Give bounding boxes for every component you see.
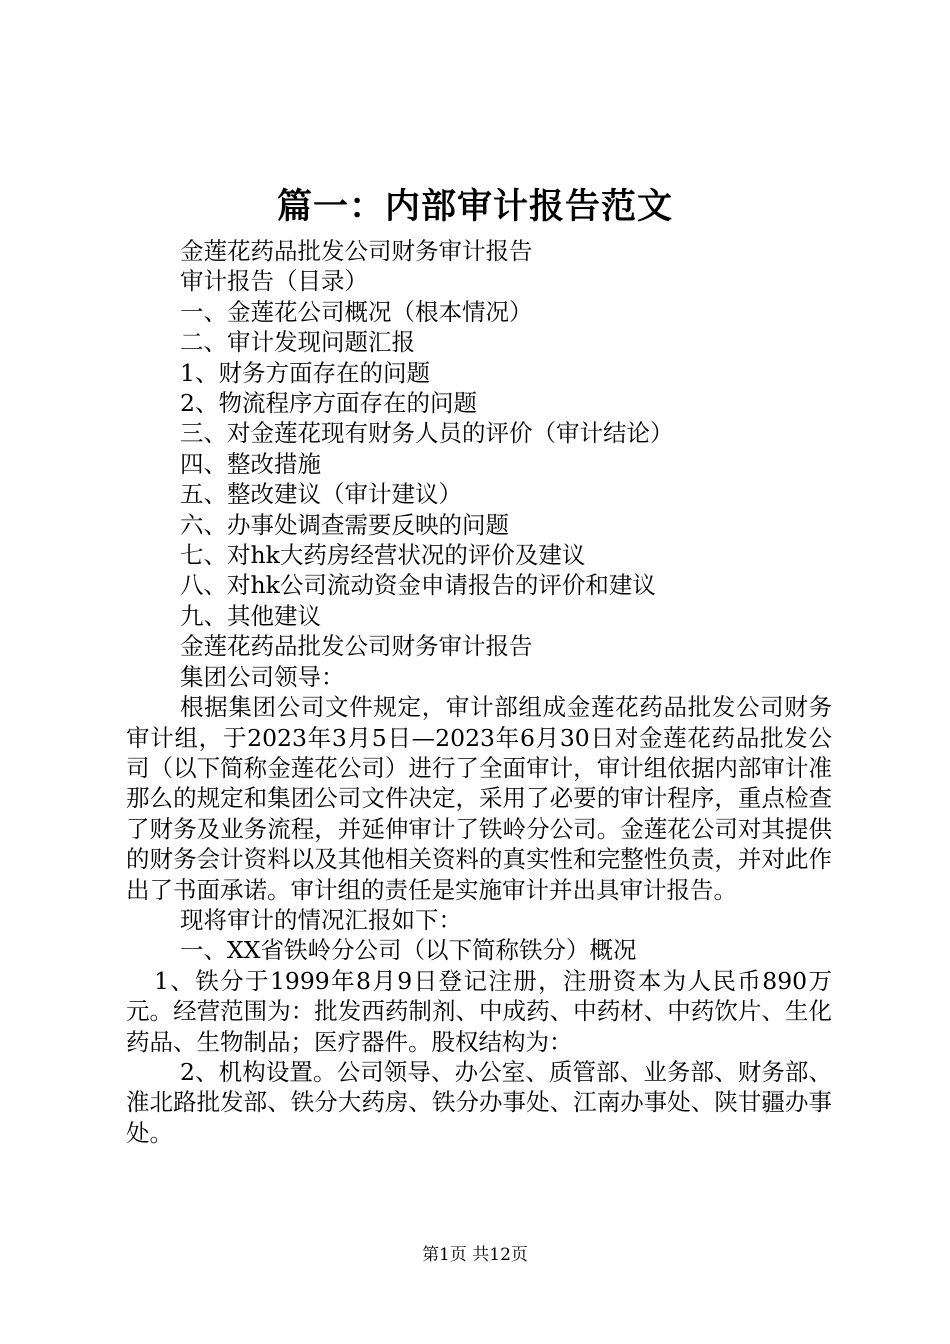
text-line: 五、整改建议（审计建议） [180,480,462,509]
paragraph: 2、机构设置。公司领导、办公室、质管部、业务部、财务部、淮北路批发部、铁分大药房、铁分办事处、江南办事处、陕甘疆办事处。 [126,1057,832,1147]
text-line: 九、其他建议 [180,601,321,630]
text-line: 审计报告（目录） [180,267,368,296]
text-line: 金莲花药品批发公司财务审计报告 [180,237,533,265]
paragraph: 一、XX省铁岭分公司（以下简称铁分）概况 [180,936,637,965]
text-line: 八、对hk公司流动资金申请报告的评价和建议 [180,571,656,600]
text-line: 七、对hk大药房经营状况的评价及建议 [180,541,586,570]
document-title: 篇一：内部审计报告范文 [276,186,673,227]
text-line: 集团公司领导： [180,662,345,691]
text-line: 三、对金莲花现有财务人员的评价（审计结论） [180,419,674,448]
text-line: 金莲花药品批发公司财务审计报告 [180,632,533,661]
paragraph: 现将审计的情况汇报如下： [180,905,462,934]
text-line: 四、整改措施 [180,449,321,478]
paragraph: 根据集团公司文件规定，审计部组成金莲花药品批发公司财务审计组，于2023年3月5日—2023年6月30日对金莲花药品批发公司（以下简称金莲花公司）进行了全面审计，审计组依据内部审计准那么的规定和集团公司文件决定，采用了必要的审计程序，重点检查了财务及业务流程，并延伸审计了铁岭分公司。金莲花公司对其提供的财务会计资料以及其他相关资料的真实性和完整性负责，并对此作出了书面承诺。审计组的责任是实施审计并出具审计报告。 [126,693,832,904]
document-body [126,236,832,1148]
page-footer: 第1页 共12页 [422,1245,528,1265]
text-line: 一、金莲花公司概况（根本情况） [180,297,533,326]
text-line: 二、审计发现问题汇报 [180,328,415,357]
text-line: 六、办事处调查需要反映的问题 [180,510,509,539]
paragraph: 1、铁分于1999年8月9日登记注册，注册资本为人民币890万元。经营范围为：批发西药制剂、中成药、中药材、中药饮片、生化药品、生物制品；医疗器件。股权结构为： [126,966,832,1056]
text-line: 1、财务方面存在的问题 [180,358,430,387]
text-line: 2、物流程序方面存在的问题 [180,389,477,418]
